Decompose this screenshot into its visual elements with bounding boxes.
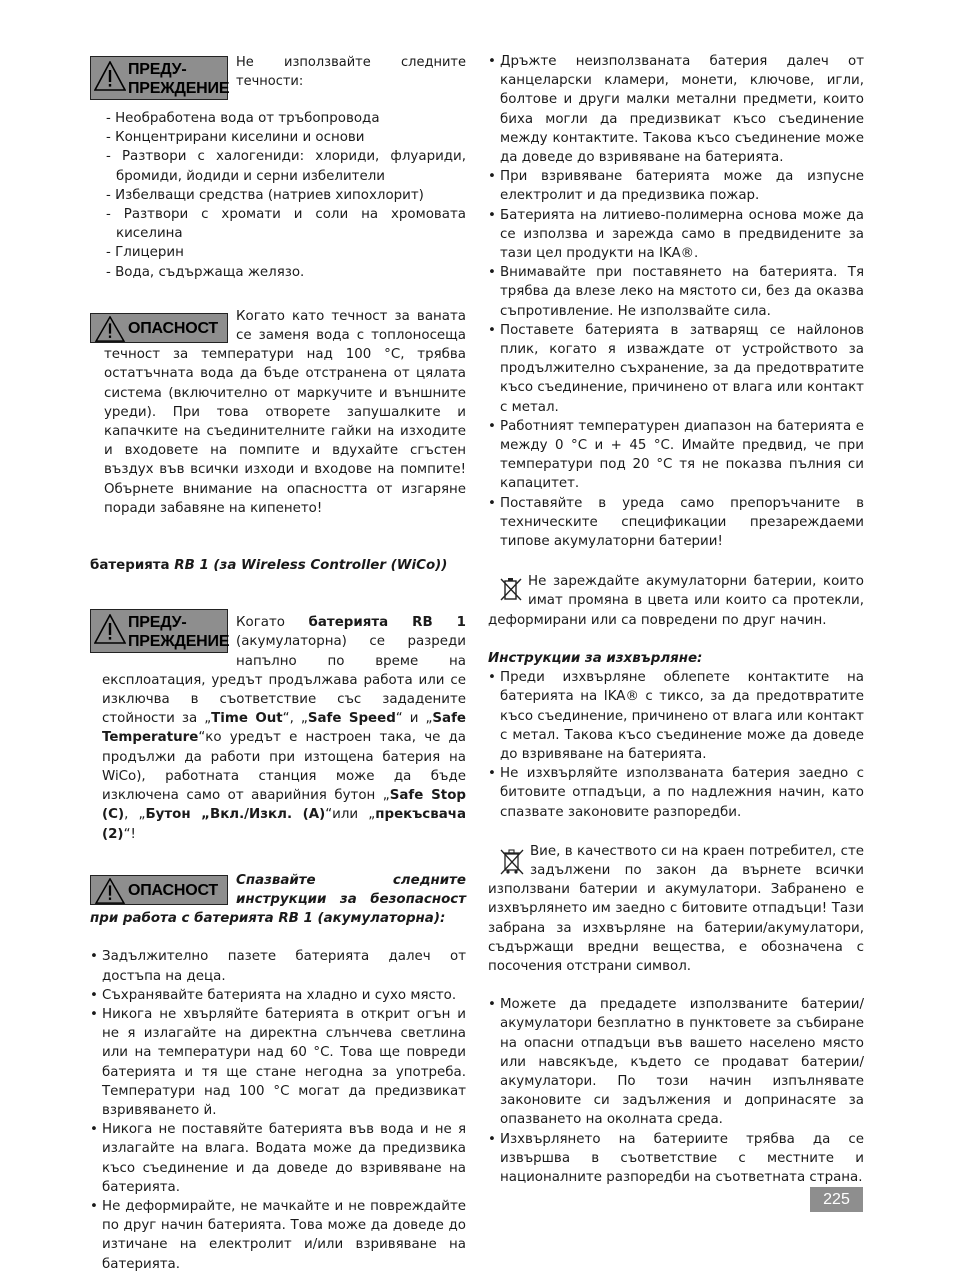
- list-item: - Разтвори с хромати и соли на хромовата киселина: [106, 207, 466, 242]
- danger-label-text: ОПАСНОСТ: [128, 319, 218, 337]
- battery-prohibited-icon: [498, 576, 524, 602]
- list-item: • Не изхвърляйте използваната батерия заедно с битовите отпадъци, а по надлежния начин, като спазвате законовите разпоредби.: [488, 766, 864, 820]
- heading-plain: батерията: [90, 558, 175, 574]
- disposal-heading: Инструкции за изхвърляне:: [488, 650, 703, 666]
- list-item: - Концентрирани киселини и основи: [106, 130, 365, 146]
- list-item: • Поставяйте в уреда само препоръчаните в техническите спецификации презареждаеми типове акумулаторни батерии!: [488, 495, 864, 550]
- list-item: • Не деформирайте, не мачкайте и не повреждайте по друг начин батерията. Това може да доведе до изтичане на електролит и/или взривяване на батерията.: [90, 1198, 466, 1272]
- warning-triangle-icon: [94, 878, 126, 904]
- warning-intro: Не използвайте следните течности:: [236, 55, 466, 90]
- battery-safety-list: [90, 947, 466, 1273]
- consumer-text: Вие, в качеството си на краен потребител, сте задължени по закон да върнете всички използвани батерии и акумулатори. Забранено е изхвърлянето им заедно с битовите отпадъци! Тази забрана за изхвърляне на батерии/акумулатори, съдържащи вредни вещества, е обозначена с посочения отстрани символ.: [488, 843, 864, 974]
- list-item: • При взривяване батерията може да изпусне електролит и да предизвика пожар.: [488, 169, 864, 204]
- list-item: • Батерията на литиево-полимерна основа може да се използва и зарежда само в предвидените за тази цел продукти на IKA®.: [488, 207, 864, 262]
- list-item: - Глицерин: [106, 245, 184, 261]
- list-item: • Никога не хвърляйте батерията в открит огън и не я излагайте на директна слънчева светлина или на температури над 60 °C. Това ще повреди батерията и тя ще стане негодна за употреба. Температури над 100 °C могат да предизвикат взривяването й.: [90, 1006, 466, 1118]
- list-item: • Преди изхвърляне облепете контактите на батерията на IKA® с тиксо, за да предотвратите късо съединение, причинено от влага или контакт с метал. Такова късо съединение може да доведе до взривяване на батерията.: [488, 670, 864, 762]
- danger-label: [90, 313, 228, 343]
- danger-block-battery: [90, 871, 466, 929]
- list-item: - Необработена вода от тръбопровода: [106, 111, 380, 126]
- list-item: - Вода, съдържаща желязо.: [106, 264, 305, 280]
- danger-label-text: ОПАСНОСТ: [128, 881, 218, 899]
- battery-handling-list: [488, 52, 864, 551]
- list-item: • Работният температурен диапазон на батерията е между 0 °C и + 45 °C. Имайте предвид, че при температури под 20 °C тя не показва пълния си капацитет.: [488, 418, 864, 492]
- list-item: • Внимавайте при поставянето на батерията. Тя трябва да влезе леко на мястото си, без да оказва съпротивление. Не използвайте сила.: [488, 265, 864, 319]
- page-number: 225: [810, 1187, 863, 1212]
- warning-triangle-icon: [94, 61, 126, 91]
- heading-italic: RB 1 (за Wireless Controller (WiCo)): [174, 558, 448, 574]
- collection-list: [488, 995, 864, 1187]
- consumer-note: [488, 842, 864, 976]
- danger-battery-text: Спазвайте следните инструкции за безопасност при работа с батерията RB 1 (акумулаторна):: [90, 872, 466, 927]
- warning-block-battery: [90, 613, 466, 843]
- list-item: • Поставете батерията в затварящ се найлонов плик, когато я изваждате от устройството за продължително съхранение, за да предотвратите късо съединение, причинено от влага или контакт с метал.: [488, 322, 864, 415]
- list-item: • Задължително пазете батерията далеч от достъпа на деца.: [90, 949, 466, 984]
- list-item: - Избелващи средства (натриев хипохлорит): [106, 187, 424, 203]
- warning-label-text: ПРЕДУ- ПРЕЖДЕНИЕ: [128, 614, 230, 651]
- list-item: - Разтвори с халогениди: хлориди, флуариди, бромиди, йодиди и серни избелители: [106, 149, 466, 184]
- danger-text: Когато като течност за ваната се заменя вода с топлоносеща течност за температури над 100 °C, трябва остатъчната вода да бъде отстранена от цялата система (включително от маркучите и външните уреди). При това отворете запушалките и капачките на съединителните гайки на изходите и входовете на помпите и вдухайте сгъстен въздух във всички изходи и входове на помпите! Обърнете внимание на опасността от изгаряне поради забавяне на кипенето!: [104, 308, 466, 516]
- warning-label-text: ПРЕДУ- ПРЕЖДЕНИЕ: [128, 61, 230, 97]
- warning-triangle-icon: [94, 316, 126, 342]
- danger-block-drain: [90, 307, 466, 518]
- warning-triangle-icon: [94, 614, 126, 644]
- liquid-list: [90, 109, 466, 282]
- left-column: [90, 52, 466, 1274]
- section-heading: [90, 556, 466, 575]
- warning-block-liquids: [90, 52, 466, 282]
- no-charge-text: Не зареждайте акумулаторни батерии, които имат промяна в цвета или които са протекли, деформирани или са повредени по друг начин.: [488, 574, 864, 628]
- disposal-list: [488, 668, 864, 822]
- warning-label: [90, 56, 228, 100]
- list-item: • Изхвърлянето на батериите трябва да се извършва в съответствие с местните и националните разпоредби на съответната страна.: [488, 1131, 864, 1185]
- list-item: • Можете да предадете използваните батерии/акумулатори безплатно в пунктовете за събиране на опасни отпадъци във вашето населено място или навсякъде, където се продават батерии/акумулатори. По този начин изпълнявате законовите си задължения и допринасяте за опазването на околната среда.: [488, 997, 864, 1128]
- list-item: • Никога не поставяйте батерията във вода и не я излагайте на влага. Водата може да предизвика късо съединение и да доведе до взривяване на батерията.: [90, 1122, 466, 1195]
- no-charge-note: [488, 572, 864, 630]
- list-item: • Съхранявайте батерията на хладно и сухо място.: [90, 987, 457, 1003]
- list-item: • Дръжте неизползваната батерия далеч от канцеларски кламери, монети, ключове, игли, болтове и други малки метални предмети, които биха могли да предизвикат късо съединение между контактите. Такова късо съединение може да доведе до взривяване на батерията.: [488, 54, 864, 166]
- warning-battery-text: Когато батерията RB 1 (акумулаторна) се разреди напълно по време на експлоатация, уредът продължава работа или се изключва в съответствие със зададените стойности за „Time Out“, „Safe Speed“ и „Safe Temperature“ко уредът е настроен така, че да продължи да работи при изтощена батерия на WiCo), работната станция може да бъде изключена само от аварийния бутон „Safe Stop (C), „Бутон „Вкл./Изкл. (A)“или „прекъсвача (2)“!: [102, 615, 466, 842]
- danger-label: [90, 875, 228, 905]
- warning-label: [90, 609, 228, 653]
- right-column: [488, 52, 864, 1187]
- crossed-bin-icon: [498, 846, 526, 876]
